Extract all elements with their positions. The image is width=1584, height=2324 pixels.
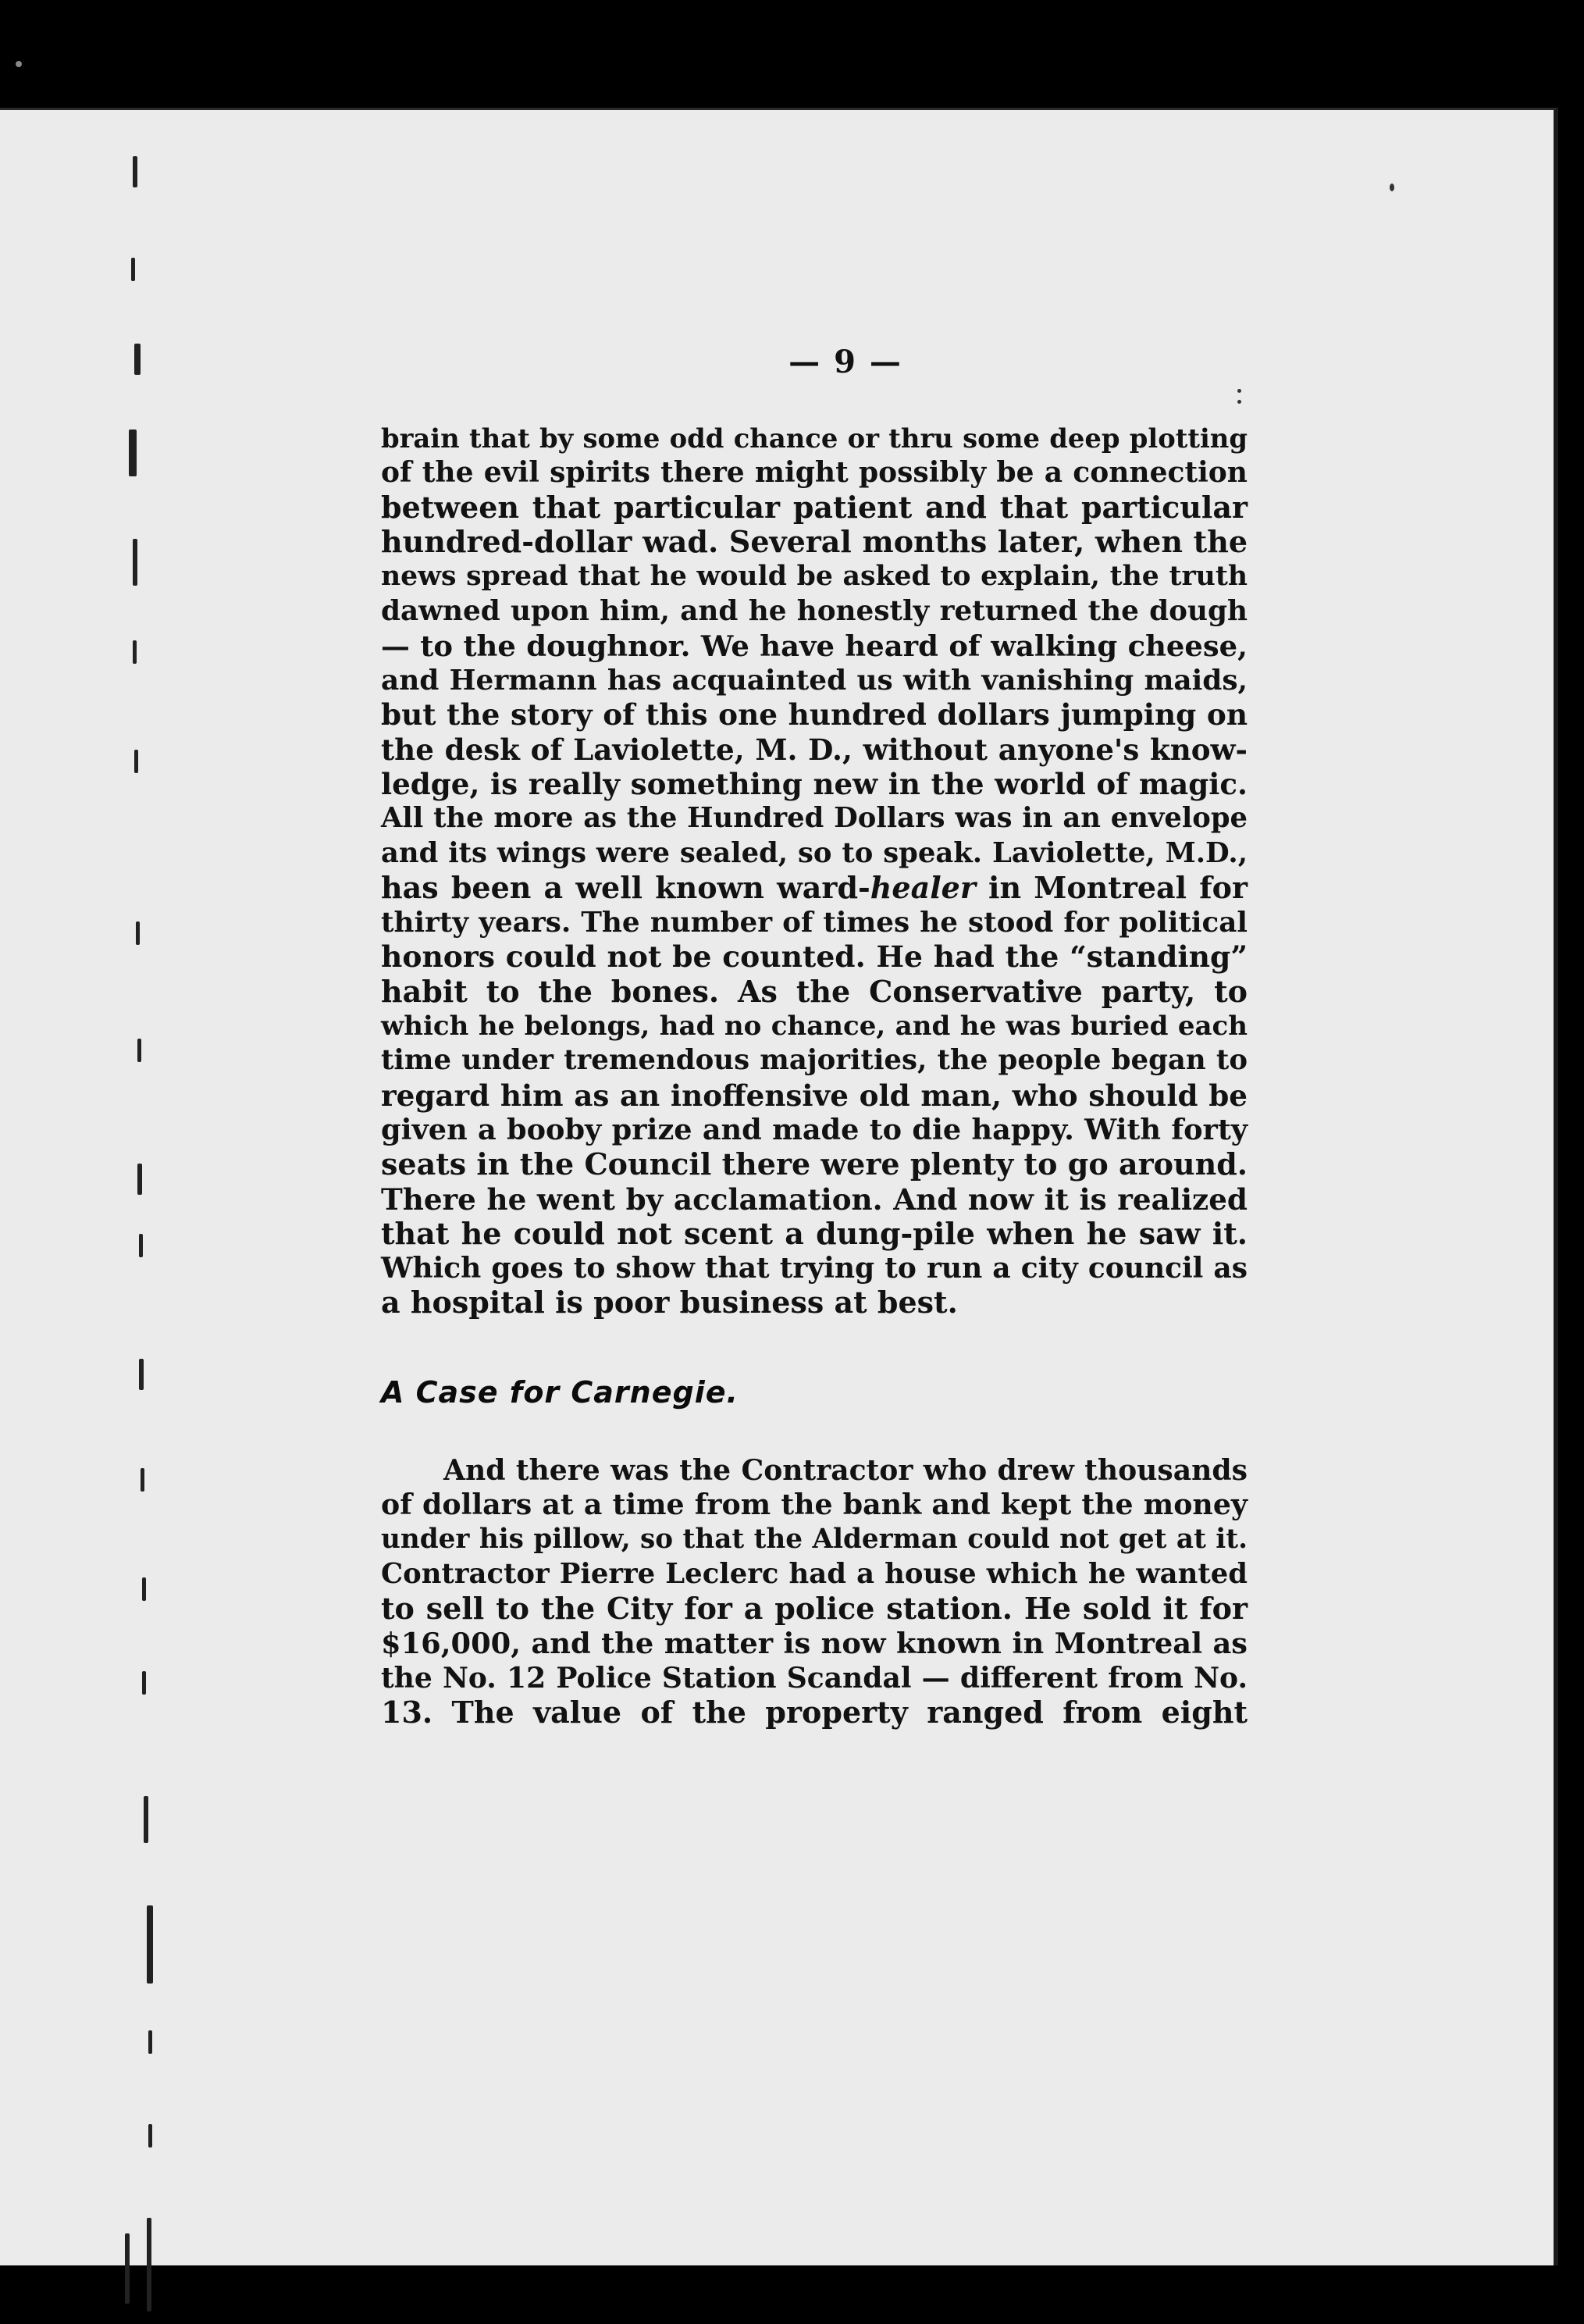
text-line: of dollars at a time from the bank and kept the money: [381, 1488, 1248, 1522]
section-heading: A Case for Carnegie.: [381, 1374, 739, 1410]
text-line: ledge, is really something new in the world of magic.: [381, 766, 1248, 801]
text-line: habit to the bones. As the Conservative party, to: [381, 973, 1248, 1009]
text-line: news spread that he would be asked to explain, the truth: [381, 560, 1248, 593]
text-line: which he belongs, had no chance, and he was buried each: [381, 1011, 1248, 1043]
text-line: dawned upon him, and he honestly returned the dough: [381, 594, 1248, 628]
text-line: seats in the Council there were plenty to go around.: [381, 1146, 1248, 1182]
italic-word: healer: [870, 869, 976, 905]
text-line: regard him as an inoffensive old man, who should be: [381, 1078, 1248, 1113]
text-line: of the evil spirits there might possibly be a connection: [381, 456, 1248, 490]
text-line: There he went by acclamation. And now it is realized: [381, 1182, 1248, 1217]
text-line: — to the doughnor. We have heard of walking cheese,: [381, 628, 1248, 663]
text-line: 13. The value of the property ranged from eight: [381, 1694, 1248, 1730]
speck: [16, 61, 22, 67]
speck: [1390, 184, 1394, 191]
text-line: All the more as the Hundred Dollars was in an envelope: [381, 802, 1248, 835]
text-line: brain that by some odd chance or thru some deep plotting: [381, 422, 1248, 454]
text-line: a hospital is poor business at best.: [381, 1285, 958, 1321]
text-fragment: in Montreal for: [975, 869, 1248, 905]
text-line-mixed: [381, 871, 1248, 905]
text-line: thirty years. The number of times he stood for political: [381, 906, 1248, 939]
text-line: but the story of this one hundred dollars jumping on: [381, 697, 1248, 732]
text-line: and its wings were sealed, so to speak. Laviolette, M.D.,: [381, 836, 1248, 869]
text-fragment: has been a well known ward-: [381, 869, 870, 905]
text-line: that he could not scent a dung-pile when he saw it.: [381, 1215, 1248, 1251]
text-line: the desk of Laviolette, M. D., without anyone's know-: [381, 732, 1248, 767]
text-line: given a booby prize and made to die happy. With forty: [381, 1112, 1248, 1146]
text-line: time under tremendous majorities, the people began to: [381, 1044, 1248, 1077]
text-line: to sell to the City for a police station. He sold it for: [381, 1590, 1248, 1626]
text-line: honors could not be counted. He had the “standing”: [381, 939, 1248, 975]
paragraph-2: [381, 1453, 1248, 1730]
text-line: Which goes to show that trying to run a city council as: [381, 1252, 1248, 1285]
text-line: under his pillow, so that the Alderman could not get at it.: [381, 1524, 1248, 1556]
paragraph-1: [381, 421, 1248, 1321]
text-line: And there was the Contractor who drew thousands: [443, 1452, 1248, 1487]
text-line: hundred-dollar wad. Several months later, when the: [381, 523, 1248, 559]
page-number: — 9 —: [788, 344, 902, 380]
text-line: $16,000, and the matter is now known in Montreal as: [381, 1626, 1248, 1661]
binding-edge-marks: [78, 141, 109, 2210]
text-line: Contractor Pierre Leclerc had a house which he wanted: [381, 1557, 1248, 1590]
text-line: between that particular patient and that particular: [381, 489, 1248, 525]
text-block: [381, 344, 1248, 1730]
text-line: and Hermann has acquainted us with vanishing maids,: [381, 664, 1248, 697]
text-line: the No. 12 Police Station Scandal — different from No.: [381, 1660, 1248, 1695]
